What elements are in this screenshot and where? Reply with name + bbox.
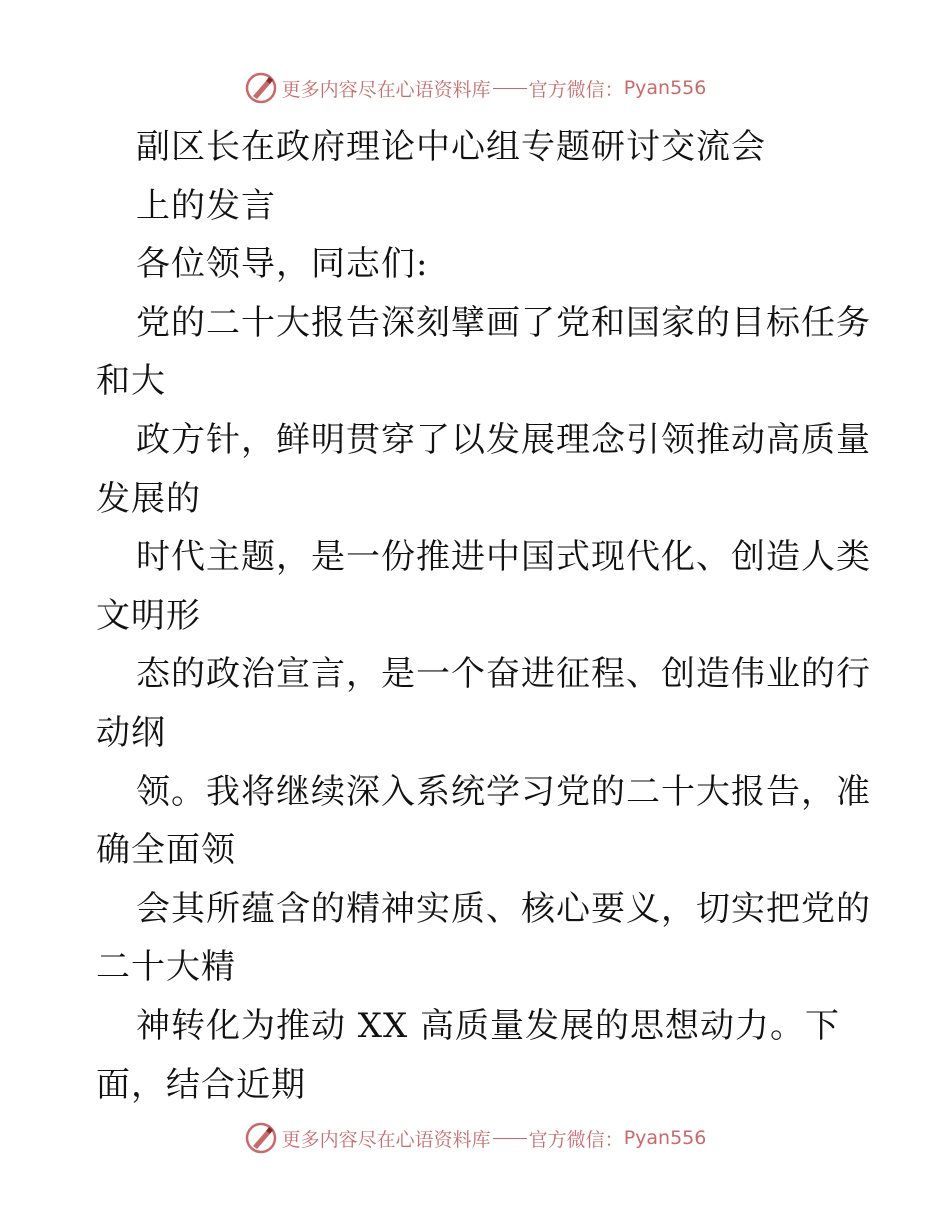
banner-main-text: 更多内容尽在心语资料库 bbox=[281, 78, 491, 101]
paragraph-line: 和大 bbox=[96, 361, 166, 402]
paragraph-line: 会其所蕴含的精神实质、核心要义，切实把党的 bbox=[136, 888, 871, 929]
paragraph-line: 政方针，鲜明贯穿了以发展理念引领推动高质量 bbox=[136, 419, 871, 460]
title-line-2: 上的发言 bbox=[136, 185, 276, 226]
paragraph-line: 确全面领 bbox=[96, 830, 236, 871]
paragraph-line: 二十大精 bbox=[96, 947, 236, 988]
paragraph-line: 文明形 bbox=[96, 595, 201, 636]
paragraph-line: 领。我将继续深入系统学习党的二十大报告，准 bbox=[136, 771, 871, 812]
paragraph-line: 态的政治宣言，是一个奋进征程、创造伟业的行 bbox=[136, 654, 871, 695]
paragraph-line: 面，结合近期 bbox=[96, 1064, 306, 1105]
footer-watermark-banner bbox=[0, 1118, 950, 1158]
paragraph-line: 动纲 bbox=[96, 712, 166, 753]
salutation: 各位领导，同志们: bbox=[136, 244, 429, 285]
banner-separator bbox=[493, 88, 527, 89]
paragraph-line: 党的二十大报告深刻擘画了党和国家的目标任务 bbox=[136, 302, 871, 343]
banner-wechat-label: 官方微信： bbox=[528, 78, 624, 101]
banner-separator bbox=[493, 1138, 527, 1139]
paragraph-line: 时代主题，是一份推进中国式现代化、创造人类 bbox=[136, 537, 871, 578]
header-watermark-banner bbox=[0, 68, 950, 108]
banner-wechat-id: Pyan556 bbox=[623, 1127, 707, 1149]
pen-logo-icon bbox=[244, 1121, 278, 1155]
document-body bbox=[96, 118, 871, 1114]
title-line-1: 副区长在政府理论中心组专题研讨交流会 bbox=[136, 127, 766, 167]
pen-logo-icon bbox=[244, 71, 278, 105]
paragraph-line: 发展的 bbox=[96, 478, 201, 519]
paragraph-line: 神转化为推动 XX 高质量发展的思想动力。下 bbox=[136, 1005, 841, 1046]
banner-wechat-label: 官方微信： bbox=[528, 1128, 624, 1151]
banner-wechat-id: Pyan556 bbox=[623, 77, 707, 99]
banner-main-text: 更多内容尽在心语资料库 bbox=[281, 1128, 491, 1151]
